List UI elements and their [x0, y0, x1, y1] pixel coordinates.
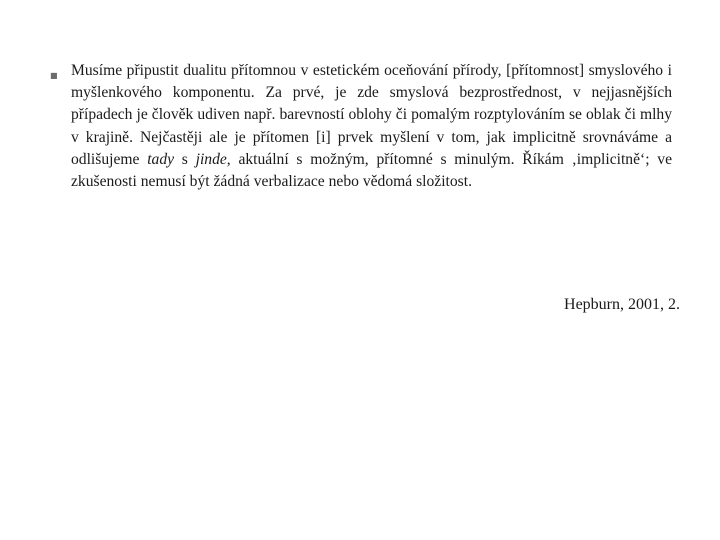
- square-bullet-icon: ■: [50, 71, 58, 80]
- citation: Hepburn, 2001, 2.: [564, 296, 680, 313]
- quote-emphasis-jinde: jinde: [195, 150, 227, 168]
- quote-emphasis-tady: tady: [147, 150, 175, 168]
- quote-part-3: , aktuální s možným, přítomné s minulým. Říkám ‚implicitně‘; ve zkušenosti nemusí být žádná verbalizace nebo vědomá složitost.: [71, 150, 673, 191]
- quote-bullet: [50, 60, 672, 193]
- quote-part-2: s: [174, 150, 196, 168]
- quote-part-1: Musíme připustit dualitu přítomnou v estetickém oceňování přírody, [přítomnost] smyslového i myšlenkového komponentu. Za prvé, je zde smyslová bezprostřednost, v nejjasnějších případech je člověk udiven např. barevností oblohy či pomalým rozptylováním se oblak či mlhy v krajině. Nejčastěji ale je přítomen [i] prvek myšlení v tom, jak implicitně srovnáváme a odlišujeme: [71, 62, 672, 168]
- quote-text: [71, 60, 672, 193]
